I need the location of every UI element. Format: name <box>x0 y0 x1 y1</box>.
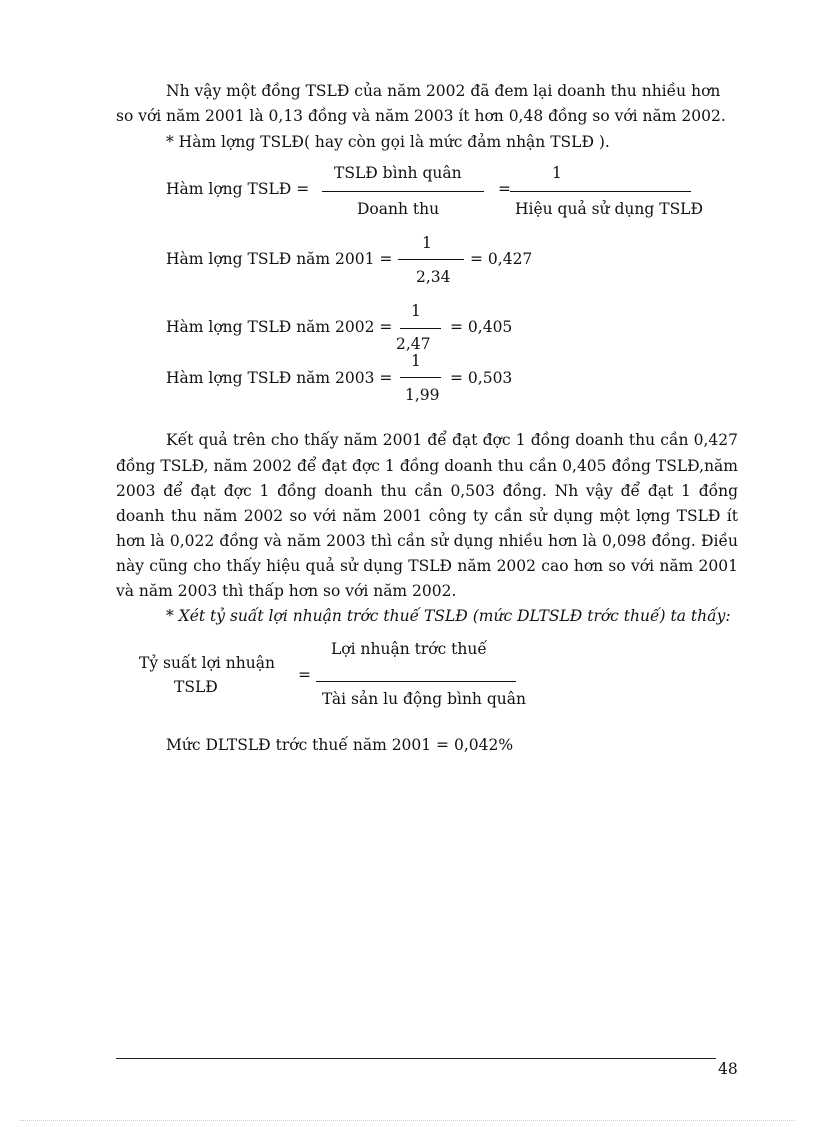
formula-2001-den: 2,34 <box>416 268 451 286</box>
formula-2002-num: 1 <box>411 302 421 320</box>
formula-ty-suat-eq: = <box>298 666 311 684</box>
bottom-dotted-border <box>20 1120 796 1121</box>
paragraph1-line2: so với năm 2001 là 0,13 đồng và năm 2003 ít hơn 0,48 đồng so với năm 2002. <box>116 107 726 125</box>
formula-main-den2: Hiệu quả sử dụng TSLĐ <box>515 200 703 218</box>
formula-2003-den: 1,99 <box>405 386 440 404</box>
formula-main-den1: Doanh thu <box>357 200 440 218</box>
formula-main-num2: 1 <box>552 164 562 182</box>
formula-main-label: Hàm lợng TSLĐ = <box>166 180 310 198</box>
formula-2001-fraction-line <box>398 259 464 260</box>
formula-main-eq: = <box>498 180 511 198</box>
paragraph2-line3: 2003 để đạt đợc 1 đồng doanh thu cần 0,503 đồng. Nh vậy để đạt 1 đồng <box>116 482 738 500</box>
paragraph2-line5: hơn là 0,022 đồng và năm 2003 thì cần sử dụng nhiều hơn là 0,098 đồng. Điều <box>116 532 738 550</box>
footer-rule <box>116 1058 716 1059</box>
formula-2003-label: Hàm lợng TSLĐ năm 2003 = <box>166 369 393 387</box>
paragraph2-line7: và năm 2003 thì thấp hơn so với năm 2002. <box>116 582 457 600</box>
formula-ty-suat-label-2: TSLĐ <box>174 678 218 696</box>
page-number: 48 <box>718 1060 738 1078</box>
paragraph2-line1: Kết quả trên cho thấy năm 2001 để đạt đợc 1 đồng doanh thu cần 0,427 <box>166 431 738 449</box>
formula-2001-result: = 0,427 <box>470 250 533 268</box>
formula-2001-num: 1 <box>422 234 432 252</box>
paragraph1-line1: Nh vậy một đồng TSLĐ của năm 2002 đã đem lại doanh thu nhiều hơn <box>166 82 721 100</box>
formula-ty-suat-den: Tài sản lu động bình quân <box>322 690 526 708</box>
formula-2001-label: Hàm lợng TSLĐ năm 2001 = <box>166 250 393 268</box>
formula-main-num1: TSLĐ bình quân <box>334 164 462 182</box>
formula-2003-num: 1 <box>411 352 421 370</box>
formula-2002-result: = 0,405 <box>450 318 513 336</box>
formula-2002-fraction-line <box>400 328 441 329</box>
heading-ty-suat: * Xét tỷ suất lợi nhuận trớc thuế TSLĐ (mức DLTSLĐ trớc thuế) ta thấy: <box>166 607 731 625</box>
formula-2002-label: Hàm lợng TSLĐ năm 2002 = <box>166 318 393 336</box>
formula-2002-den: 2,47 <box>396 335 431 353</box>
paragraph2-line6: này cũng cho thấy hiệu quả sử dụng TSLĐ năm 2002 cao hơn so với năm 2001 <box>116 557 738 575</box>
heading-ham-luong: * Hàm lợng TSLĐ( hay còn gọi là mức đảm nhận TSLĐ ). <box>166 133 610 151</box>
formula-2003-fraction-line <box>400 377 441 378</box>
paragraph2-line2: đồng TSLĐ, năm 2002 để đạt đợc 1 đồng doanh thu cần 0,405 đồng TSLĐ,năm <box>116 457 738 475</box>
formula-ty-suat-fraction-line <box>316 681 516 682</box>
line-dltsld-2001: Mức DLTSLĐ trớc thuế năm 2001 = 0,042% <box>166 736 514 754</box>
formula-2003-result: = 0,503 <box>450 369 513 387</box>
formula-main-fraction-line-1 <box>322 191 484 192</box>
formula-main-fraction-line-2 <box>510 191 691 192</box>
paragraph2-line4: doanh thu năm 2002 so với năm 2001 công ty cần sử dụng một lợng TSLĐ ít <box>116 507 738 525</box>
formula-ty-suat-num: Lợi nhuận trớc thuế <box>331 640 487 658</box>
formula-ty-suat-label-1: Tỷ suất lợi nhuận <box>139 654 275 672</box>
